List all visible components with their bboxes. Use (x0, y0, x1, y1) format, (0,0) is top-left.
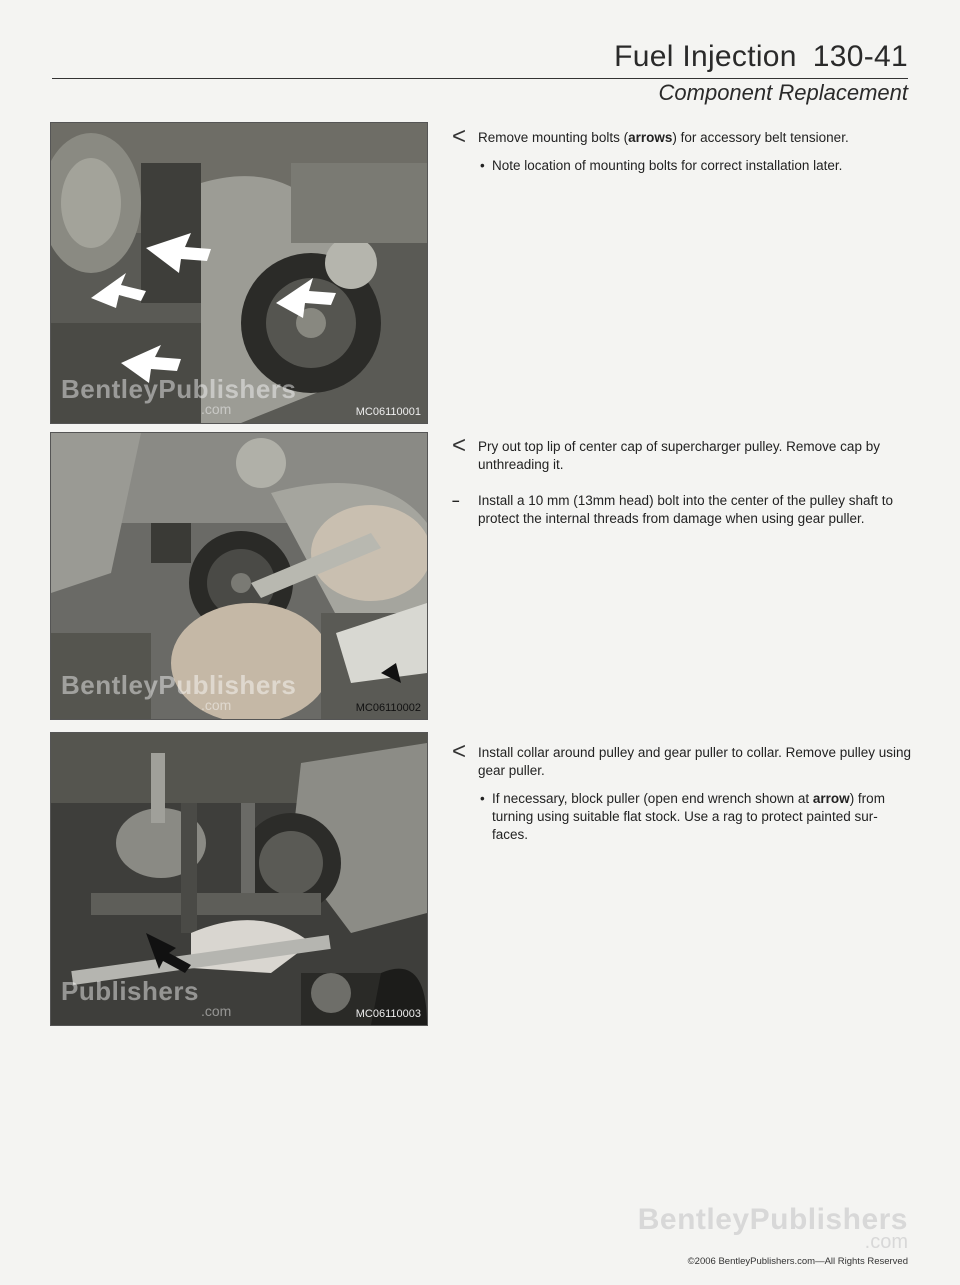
photo-code: MC06110003 (355, 1008, 421, 1020)
bullet-icon: • (480, 791, 485, 806)
substep-text: Install a 10 mm (13mm head) bolt into the center of the pulley shaft to protect the internal threads from damage when using gear puller. (478, 493, 893, 526)
step-note (478, 790, 912, 844)
footer-brand (638, 1203, 908, 1267)
section-title: Fuel Injection (614, 40, 797, 73)
note-text: Note location of mounting bolts for correct installation later. (492, 158, 843, 173)
step-remove-bolts (452, 123, 912, 175)
photo-watermark-sub: .com (201, 1003, 232, 1019)
copyright-notice: ©2006 BentleyPublishers.com—All Rights Reserved (687, 1256, 908, 1267)
publisher-logo-sub: .com (864, 1231, 908, 1253)
photo-pulley-cap (50, 432, 428, 720)
subsection-title: Component Replacement (658, 80, 908, 105)
step-text: Remove mounting bolts (arrows) for accessory belt tensioner. (478, 130, 849, 145)
step-note (478, 157, 912, 175)
photo-belt-tensioner (50, 122, 428, 424)
publisher-logo: BentleyPublishers (637, 1203, 908, 1236)
step-install-collar (452, 738, 912, 844)
step-pointer-icon: < (452, 738, 467, 765)
photo-code: MC06110001 (355, 406, 421, 418)
photo-code: MC06110002 (355, 702, 421, 714)
step-pry-cap (452, 432, 912, 528)
step-substep (452, 492, 912, 528)
photo-watermark-sub: .com (201, 401, 232, 417)
photo-watermark: BentleyPublishers (61, 670, 297, 700)
dash-icon: – (452, 493, 460, 508)
bullet-icon: • (480, 158, 485, 173)
step-pointer-icon: < (452, 123, 467, 150)
note-text: If necessary, block puller (open end wrench shown at arrow) from turning using suitable flat stock. Use a rag to protect painted sur-faces. (492, 791, 885, 842)
step-pointer-icon: < (452, 432, 467, 459)
page-number: 130-41 (812, 40, 908, 73)
step-text: Install collar around pulley and gear puller to collar. Remove pulley using gear puller. (478, 745, 911, 778)
header-divider (52, 78, 908, 79)
photo-gear-puller (50, 732, 428, 1026)
photo-watermark: BentleyPublishers (61, 374, 297, 404)
step-text: Pry out top lip of center cap of supercharger pulley. Remove cap by unthreading it. (478, 439, 880, 472)
page-header (614, 40, 908, 74)
photo-watermark-sub: .com (201, 697, 232, 713)
photo-watermark: Publishers (61, 976, 199, 1006)
